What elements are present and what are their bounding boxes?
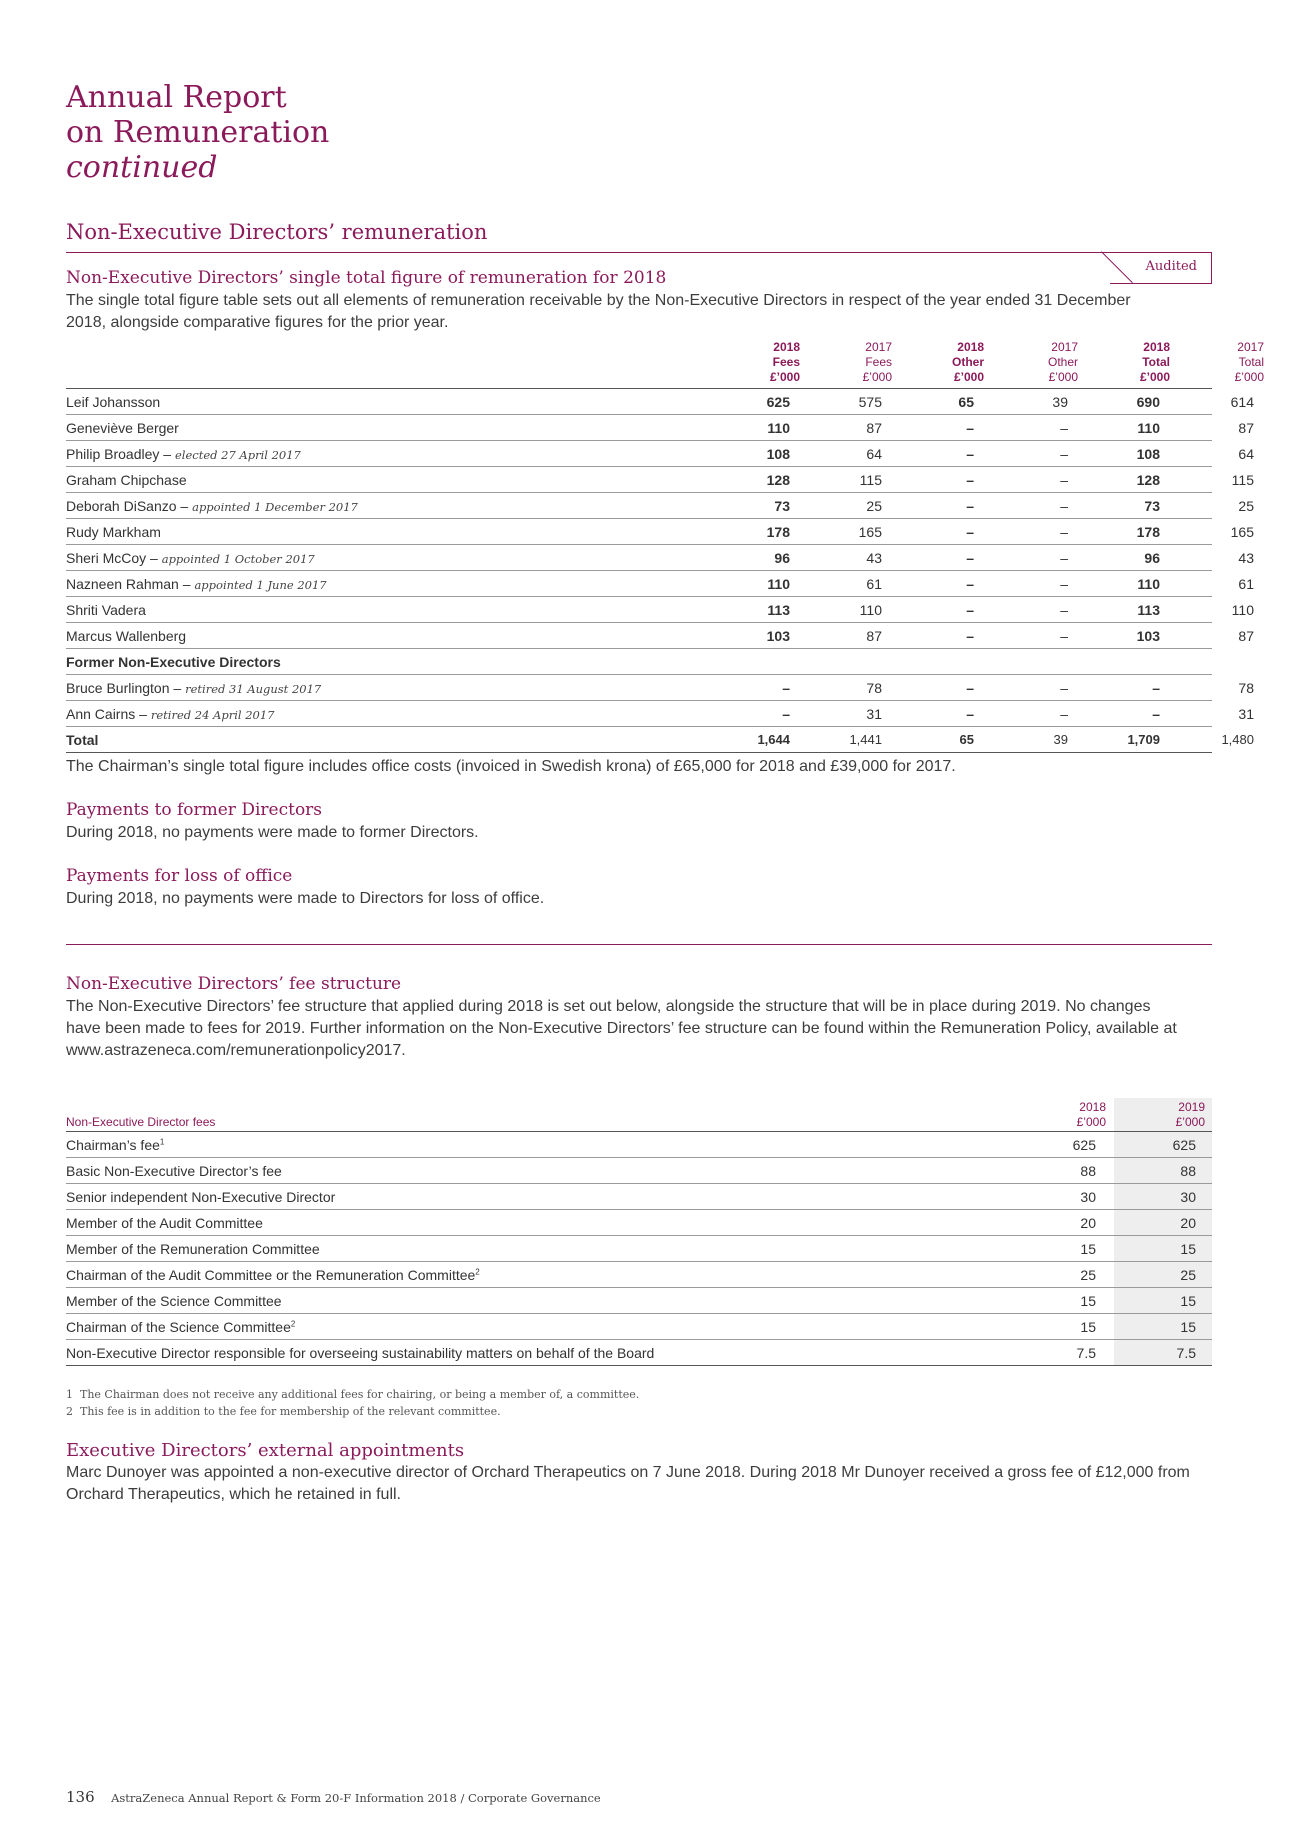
cell-value: 87 (866, 628, 882, 644)
section-divider (66, 252, 1110, 253)
row-name: Graham Chipchase (66, 472, 187, 488)
fee-name: Basic Non-Executive Director’s fee (66, 1163, 282, 1179)
cell-value: 110 (1137, 576, 1160, 592)
fee-value: 15 (1180, 1319, 1196, 1335)
fee-value: 625 (1172, 1137, 1196, 1153)
cell-value: 73 (1144, 498, 1160, 514)
col-header-2017-fees: 2017 Fees £’000 (862, 340, 892, 384)
cell-value: 87 (866, 420, 882, 436)
row-note: appointed 1 December 2017 (192, 500, 358, 514)
cell-value: 108 (1136, 446, 1160, 462)
cell-value: 115 (859, 472, 882, 488)
fee-row (66, 1340, 1212, 1366)
table-body (66, 389, 1254, 753)
fee-table-header (66, 1098, 1212, 1132)
footnote-ref: 2 (475, 1267, 480, 1277)
table-row (66, 389, 1254, 415)
fee-table-body (66, 1132, 1212, 1366)
row-name: Bruce Burlington – retired 31 August 2017 (66, 680, 322, 696)
header-line-3: continued (66, 150, 218, 185)
cell-value: 614 (1230, 394, 1254, 410)
payments-former-title: Payments to former Directors (66, 800, 323, 820)
cell-value: – (966, 498, 974, 514)
table-row (66, 675, 1254, 701)
cell-value: 165 (1230, 524, 1254, 540)
cell-value: – (966, 576, 974, 592)
fee-row (66, 1210, 1212, 1236)
row-name: Nazneen Rahman – appointed 1 June 2017 (66, 576, 327, 592)
fee-value: 7.5 (1176, 1345, 1196, 1361)
fee-structure-text: The Non-Executive Directors’ fee structure that applied during 2018 is set out below, alongside the structure that will be in place during 2019. No changes have been made to fees for 2019. Further information on the Non-Executive Directors’ fee structure can be found within the Remuneration Policy, available at www.astrazeneca.com/remunerationpolicy2017. (66, 998, 1177, 1059)
chairman-note: The Chairman’s single total figure includes office costs (invoiced in Swedish krona) of £65,000 for 2018 and £39,000 for 2017. (66, 758, 956, 775)
report-header (66, 80, 329, 185)
cell-value: – (1152, 680, 1160, 696)
cell-value: – (1060, 602, 1068, 618)
total-row (66, 727, 1254, 753)
row-note: appointed 1 October 2017 (161, 552, 315, 566)
cell-value: 43 (866, 550, 882, 566)
fee-name: Chairman of the Audit Committee or the Remuneration Committee$^2$ (66, 1267, 480, 1283)
row-name: Sheri McCoy – appointed 1 October 2017 (66, 550, 315, 566)
fee-value: 15 (1080, 1293, 1096, 1309)
cell-value: 110 (859, 602, 882, 618)
fee-structure-table (66, 1098, 1212, 1366)
fee-name: Member of the Audit Committee (66, 1215, 263, 1231)
fee-value: 20 (1080, 1215, 1096, 1231)
cell-value: 25 (866, 498, 882, 514)
cell-value: – (782, 706, 790, 722)
cell-value: 1,644 (757, 732, 790, 747)
external-appointments-text: Marc Dunoyer was appointed a non-executive director of Orchard Therapeutics on 7 June 2018. During 2018 Mr Dunoyer received a gross fee of £12,000 from Orchard Therapeutics, which he retained in full. (66, 1464, 1190, 1503)
row-name: Total (66, 732, 99, 748)
footnote-ref: 2 (290, 1319, 296, 1329)
table-row (66, 493, 1254, 519)
section-divider-2 (66, 944, 1212, 945)
table-header (66, 340, 1264, 389)
cell-value: 165 (858, 524, 882, 540)
payments-loss-text: During 2018, no payments were made to Directors for loss of office. (66, 890, 545, 907)
fee-name: Member of the Science Committee (66, 1293, 282, 1309)
cell-value: 96 (774, 550, 790, 566)
fee-value: 30 (1180, 1189, 1196, 1205)
cell-value: 115 (1231, 472, 1254, 488)
cell-value: – (1060, 446, 1068, 462)
table-row (66, 597, 1254, 623)
cell-value: 61 (866, 576, 882, 592)
table-row (66, 545, 1254, 571)
cell-value: 178 (1136, 524, 1160, 540)
fee-value: 25 (1180, 1267, 1196, 1283)
cell-value: 1,480 (1221, 732, 1254, 747)
cell-value: 113 (767, 602, 790, 618)
fee-name: Non-Executive Director responsible for overseeing sustainability matters on behalf of the Board (66, 1345, 655, 1361)
page-footer (66, 1788, 601, 1807)
cell-value: – (1060, 576, 1068, 592)
fee-value: 88 (1080, 1163, 1096, 1179)
table-row (66, 441, 1254, 467)
fee-value: 15 (1080, 1319, 1096, 1335)
cell-value: 61 (1238, 576, 1254, 592)
cell-value: 690 (1136, 394, 1160, 410)
col-header-2019: 2019 £’000 (1175, 1100, 1205, 1129)
fee-structure-title: Non-Executive Directors’ fee structure (66, 974, 402, 994)
payments-loss-title: Payments for loss of office (66, 866, 293, 886)
cell-value: 64 (866, 446, 882, 462)
fee-row (66, 1158, 1212, 1184)
fee-name: Chairman’s fee$^1$ (66, 1137, 165, 1153)
cell-value: – (1060, 550, 1068, 566)
fee-row (66, 1314, 1212, 1340)
cell-value: 103 (1136, 628, 1160, 644)
cell-value: – (966, 446, 974, 462)
row-name: Deborah DiSanzo – appointed 1 December 2017 (66, 498, 358, 514)
cell-value: 87 (1238, 628, 1254, 644)
section-title-ned-remuneration: Non-Executive Directors’ remuneration (66, 220, 488, 244)
table-row (66, 467, 1254, 493)
fee-row (66, 1184, 1212, 1210)
col-header-2018-other: 2018 Other £’000 (951, 340, 984, 384)
row-name: Rudy Markham (66, 524, 161, 540)
cell-value: 575 (858, 394, 882, 410)
col-header-2017-other: 2017 Other £’000 (1047, 340, 1078, 384)
single-figure-intro: The single total figure table sets out all elements of remuneration receivable by the Non-Executive Directors in respect of the year ended 31 December 2018, alongside comparative figures for the prior year. (66, 292, 1131, 331)
fee-value: 88 (1180, 1163, 1196, 1179)
cell-value: – (966, 602, 974, 618)
single-figure-subtitle: Non-Executive Directors’ single total figure of remuneration for 2018 (66, 268, 667, 288)
fee-value: 25 (1080, 1267, 1096, 1283)
cell-value: – (1060, 706, 1068, 722)
fee-name: Chairman of the Science Committee$^2$ (66, 1319, 296, 1335)
cell-value: – (1060, 498, 1068, 514)
col-header-2018: 2018 £’000 (1076, 1100, 1106, 1129)
page-number: 136 (66, 1788, 95, 1806)
cell-value: 31 (866, 706, 882, 722)
fee-row (66, 1288, 1212, 1314)
cell-value: 78 (1238, 680, 1254, 696)
footnote-ref: 1 (159, 1137, 165, 1147)
header-line-2: on Remuneration (66, 115, 330, 150)
table-row (66, 415, 1254, 441)
cell-value: – (966, 472, 974, 488)
cell-value: – (966, 706, 974, 722)
cell-value: 87 (1238, 420, 1254, 436)
cell-value: – (966, 628, 974, 644)
fee-value: 15 (1080, 1241, 1096, 1257)
cell-value: – (1060, 524, 1068, 540)
cell-value: 96 (1144, 550, 1160, 566)
row-note: appointed 1 June 2017 (194, 578, 327, 592)
row-name: Leif Johansson (66, 394, 161, 410)
cell-value: 128 (766, 472, 790, 488)
cell-value: 1,441 (849, 732, 882, 747)
fee-table-label: Non-Executive Director fees (66, 1115, 216, 1129)
fee-row (66, 1262, 1212, 1288)
cell-value: 108 (766, 446, 790, 462)
payments-former-text: During 2018, no payments were made to former Directors. (66, 824, 479, 841)
audited-tag (1110, 252, 1212, 284)
col-header-2017-total: 2017 Total £’000 (1234, 340, 1264, 384)
row-name: Geneviève Berger (66, 420, 179, 436)
col-header-2018-total: 2018 Total £’000 (1139, 340, 1170, 384)
fee-name: Member of the Remuneration Committee (66, 1241, 320, 1257)
external-appointments-title: Executive Directors’ external appointments (66, 1440, 465, 1461)
cell-value: 43 (1238, 550, 1254, 566)
cell-value: 64 (1238, 446, 1254, 462)
fee-value: 20 (1180, 1215, 1196, 1231)
cell-value: – (782, 680, 790, 696)
audited-label: Audited (1145, 259, 1197, 274)
row-name: Shriti Vadera (66, 602, 146, 618)
table-row (66, 571, 1254, 597)
fee-row (66, 1236, 1212, 1262)
row-note: elected 27 April 2017 (174, 448, 301, 462)
col-header-2018-fees: 2018 Fees £’000 (769, 340, 800, 384)
cell-value: 110 (1137, 420, 1160, 436)
cell-value: 78 (866, 680, 882, 696)
fee-value: 625 (1072, 1137, 1096, 1153)
cell-value: – (966, 550, 974, 566)
cell-value: 110 (1231, 602, 1254, 618)
cell-value: 65 (959, 732, 974, 747)
fee-value: 30 (1080, 1189, 1096, 1205)
footnote-1: 1 The Chairman does not receive any additional fees for chairing, or being a member of, a committee. (66, 1388, 640, 1401)
cell-value: 178 (766, 524, 790, 540)
fee-row (66, 1132, 1212, 1158)
single-figure-table (66, 340, 1264, 753)
fee-name: Senior independent Non-Executive Director (66, 1189, 336, 1205)
cell-value: – (1060, 680, 1068, 696)
cell-value: 110 (767, 576, 790, 592)
cell-value: 65 (958, 394, 974, 410)
cell-value: – (1152, 706, 1160, 722)
row-note: retired 24 April 2017 (150, 708, 275, 722)
cell-value: 31 (1238, 706, 1254, 722)
cell-value: – (966, 420, 974, 436)
header-line-1: Annual Report (66, 80, 287, 115)
cell-value: 110 (767, 420, 790, 436)
cell-value: – (966, 524, 974, 540)
row-name: Ann Cairns – retired 24 April 2017 (66, 706, 275, 722)
footnote-2: 2 This fee is in addition to the fee for membership of the relevant committee. (66, 1405, 501, 1418)
former-section-row (66, 649, 1212, 675)
fee-value: 15 (1180, 1241, 1196, 1257)
cell-value: 73 (774, 498, 790, 514)
cell-value: 39 (1053, 732, 1068, 747)
footer-text: AstraZeneca Annual Report & Form 20-F Information 2018 / Corporate Governance (111, 1791, 601, 1805)
cell-value: 128 (1136, 472, 1160, 488)
row-name: Philip Broadley – elected 27 April 2017 (66, 446, 301, 462)
former-section-label: Former Non-Executive Directors (66, 654, 281, 670)
cell-value: – (1060, 472, 1068, 488)
fee-value: 15 (1180, 1293, 1196, 1309)
cell-value: – (1060, 420, 1068, 436)
row-name: Marcus Wallenberg (66, 628, 187, 644)
cell-value: 113 (1137, 602, 1160, 618)
table-row (66, 701, 1254, 727)
cell-value: 1,709 (1127, 732, 1160, 747)
table-row (66, 623, 1254, 649)
row-note: retired 31 August 2017 (185, 682, 322, 696)
cell-value: 39 (1052, 394, 1068, 410)
table-row (66, 519, 1254, 545)
fee-value: 7.5 (1076, 1345, 1096, 1361)
cell-value: 103 (766, 628, 790, 644)
cell-value: – (966, 680, 974, 696)
cell-value: 25 (1238, 498, 1254, 514)
cell-value: – (1060, 628, 1068, 644)
cell-value: 625 (766, 394, 790, 410)
